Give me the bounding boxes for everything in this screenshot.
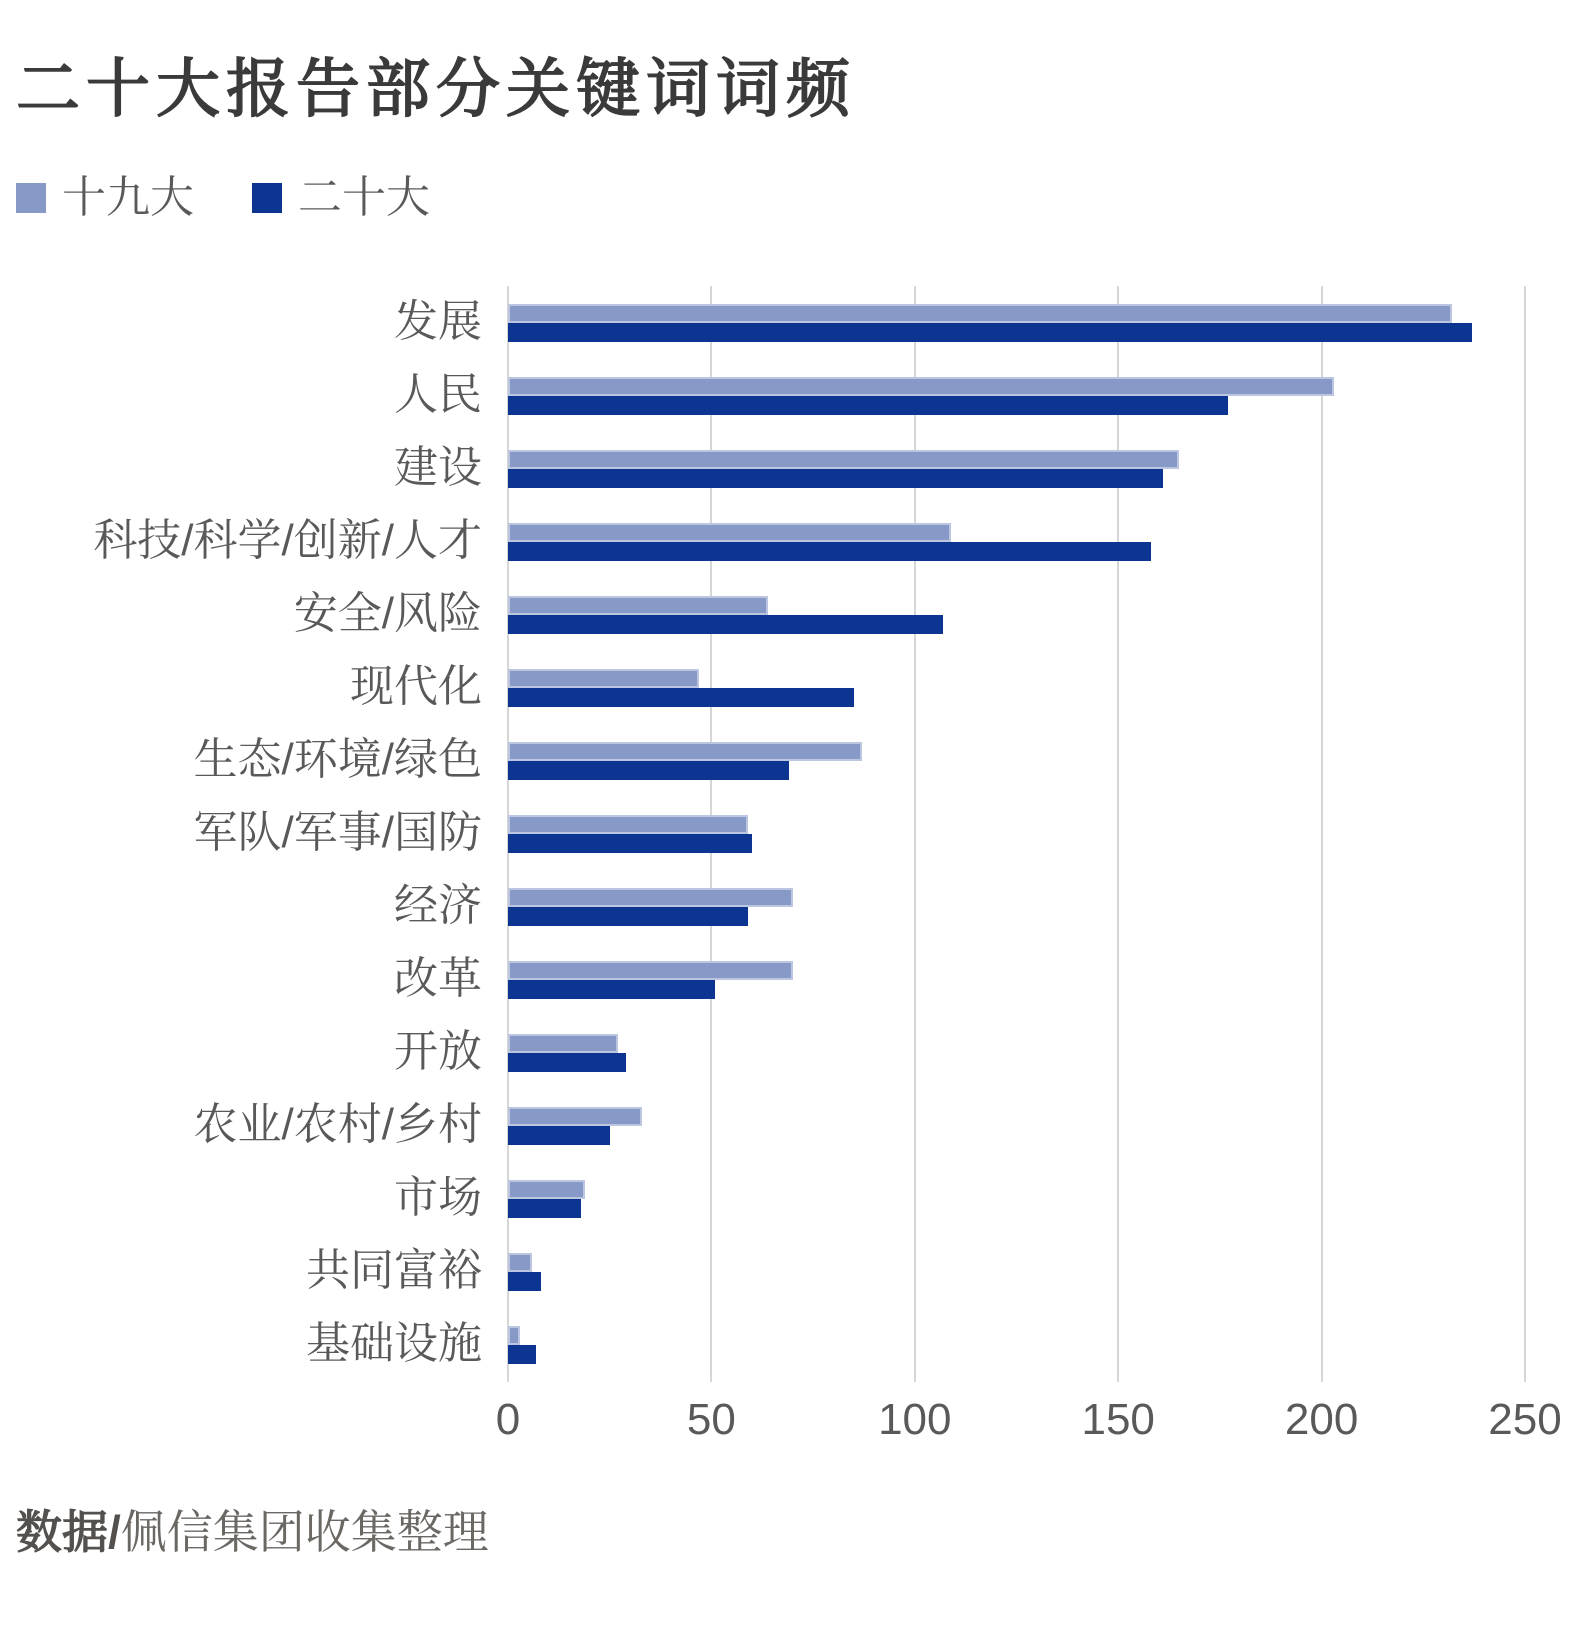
bar-20th	[508, 834, 752, 853]
bar-19th	[508, 1253, 532, 1272]
source-prefix: 数据/	[16, 1506, 121, 1558]
x-tick-label: 200	[1284, 1395, 1359, 1444]
bar-19th	[508, 304, 1452, 323]
bar-pair	[508, 304, 1525, 342]
bar-rows	[0, 286, 1525, 1381]
bar-pair	[508, 1180, 1525, 1218]
bar-row	[0, 1308, 1525, 1381]
category-label: 开放	[394, 1027, 482, 1077]
bar-row	[0, 943, 1525, 1016]
bar-20th	[508, 1199, 581, 1218]
bar-row	[0, 286, 1525, 359]
legend-label-19th: 十九大	[62, 173, 194, 222]
category-label: 基础设施	[306, 1319, 482, 1369]
bar-20th	[508, 1053, 626, 1072]
category-label: 发展	[394, 297, 482, 347]
bar-pair	[508, 1034, 1525, 1072]
bar-pair	[508, 742, 1525, 780]
bar-row	[0, 578, 1525, 651]
legend	[16, 173, 430, 222]
bar-20th	[508, 1272, 541, 1291]
x-tick-label: 250	[1488, 1395, 1562, 1444]
bar-row	[0, 1089, 1525, 1162]
bar-chart	[0, 286, 1569, 1382]
bar-20th	[508, 469, 1163, 488]
legend-swatch-19th-icon	[16, 183, 46, 213]
x-tick-label: 150	[1081, 1395, 1155, 1444]
bar-row	[0, 797, 1525, 870]
bar-row	[0, 359, 1525, 432]
bar-row	[0, 505, 1525, 578]
category-label: 共同富裕	[306, 1246, 482, 1296]
bar-row	[0, 1016, 1525, 1089]
bar-19th	[508, 523, 951, 542]
source-note	[16, 1496, 489, 1562]
bar-20th	[508, 1126, 610, 1145]
source-text: 佩信集团收集整理	[120, 1506, 489, 1558]
bar-19th	[508, 596, 768, 615]
bar-pair	[508, 523, 1525, 561]
bar-19th	[508, 1107, 642, 1126]
bar-row	[0, 651, 1525, 724]
bar-19th	[508, 742, 862, 761]
bar-row	[0, 1235, 1525, 1308]
bar-20th	[508, 323, 1472, 342]
category-label: 改革	[394, 954, 482, 1004]
x-tick-label: 100	[878, 1395, 952, 1444]
category-label: 科技/科学/创新/人才	[93, 516, 482, 566]
bar-19th	[508, 1034, 618, 1053]
bar-19th	[508, 377, 1334, 396]
category-label: 农业/农村/乡村	[193, 1100, 482, 1150]
bar-19th	[508, 450, 1179, 469]
legend-swatch-20th-icon	[252, 183, 282, 213]
bar-pair	[508, 815, 1525, 853]
category-label: 经济	[394, 881, 482, 931]
category-label: 现代化	[350, 662, 482, 712]
bar-19th	[508, 1326, 520, 1345]
bar-20th	[508, 396, 1228, 415]
legend-item-20th	[252, 173, 430, 222]
legend-label-20th: 二十大	[298, 173, 430, 222]
chart-title: 二十大报告部分关键词词频	[16, 53, 856, 125]
legend-item-19th	[16, 173, 194, 222]
bar-20th	[508, 688, 854, 707]
bar-pair	[508, 377, 1525, 415]
category-label: 建设	[394, 443, 482, 493]
x-axis	[495, 1395, 1562, 1452]
bar-row	[0, 870, 1525, 943]
x-tick-label: 0	[495, 1395, 521, 1444]
bar-20th	[508, 1345, 536, 1364]
bar-19th	[508, 815, 748, 834]
category-label: 生态/环境/绿色	[193, 735, 482, 785]
bar-19th	[508, 888, 793, 907]
bar-pair	[508, 888, 1525, 926]
category-label: 人民	[394, 370, 482, 420]
bar-row	[0, 724, 1525, 797]
bar-pair	[508, 961, 1525, 999]
category-label: 军队/军事/国防	[193, 808, 482, 858]
bar-19th	[508, 961, 793, 980]
bar-row	[0, 432, 1525, 505]
bar-20th	[508, 542, 1151, 561]
bar-20th	[508, 761, 789, 780]
bar-20th	[508, 980, 715, 999]
bar-row	[0, 1162, 1525, 1235]
bar-pair	[508, 596, 1525, 634]
x-tick-label: 50	[686, 1395, 736, 1444]
bar-pair	[508, 669, 1525, 707]
bar-20th	[508, 615, 943, 634]
bar-pair	[508, 1253, 1525, 1291]
bar-pair	[508, 1326, 1525, 1364]
bar-19th	[508, 1180, 585, 1199]
bar-pair	[508, 450, 1525, 488]
category-label: 市场	[394, 1173, 482, 1223]
bar-pair	[508, 1107, 1525, 1145]
bar-19th	[508, 669, 699, 688]
bar-20th	[508, 907, 748, 926]
category-label: 安全/风险	[293, 589, 482, 639]
